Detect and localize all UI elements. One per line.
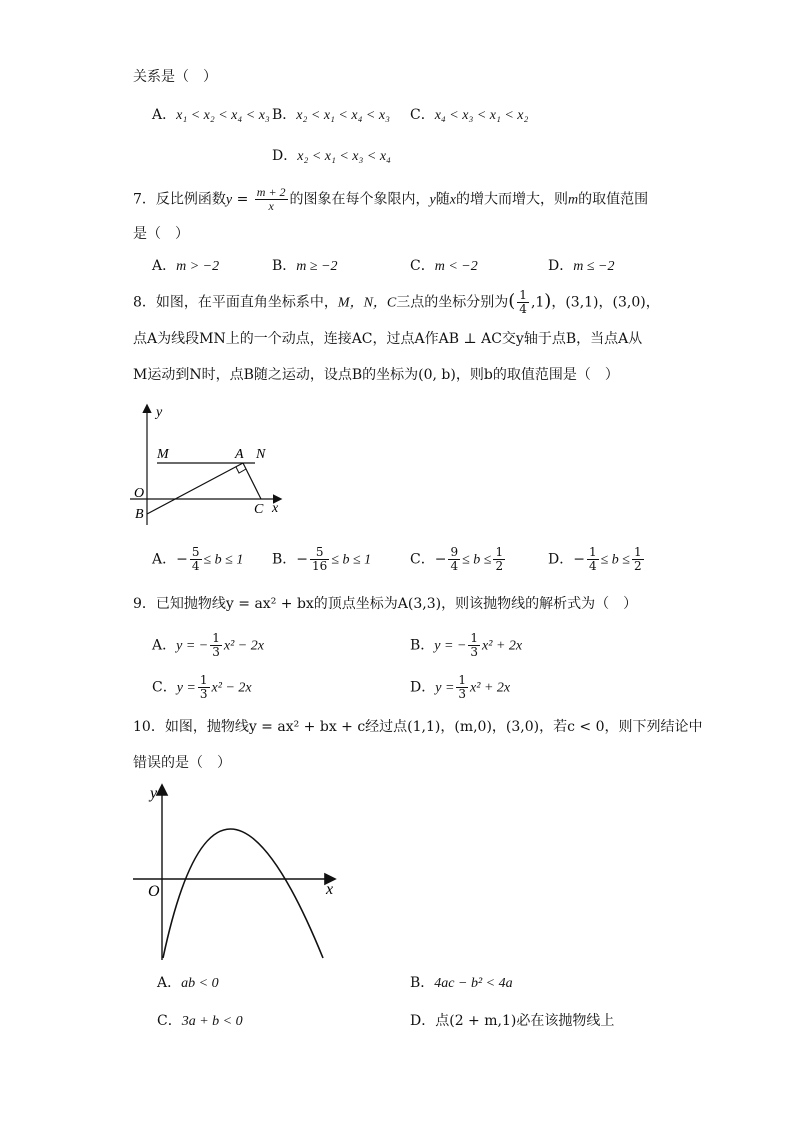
q6-option-a[interactable]: A．x₁ < x₂ < x₄ < x₃ <box>152 107 270 123</box>
q7-stem: 7．反比例函数y = $\frac{m + 2}{x}$ 的图象在每个象限内，y随x的增大而增大，则m的取值范围 <box>133 185 649 213</box>
q8-label-x: x <box>272 501 279 516</box>
q8-stem-line1: 8．如图，在平面直角坐标系中，M，N，C三点的坐标分别为( $\frac{1}{4}$ ,1)，(3,1)，(3,0)， <box>133 288 660 316</box>
q9-option-b[interactable]: B．y = − $\frac{1}{3}$ x² + 2x <box>410 631 523 659</box>
q6-option-b[interactable]: B．x₂ < x₁ < x₄ < x₃ <box>272 107 390 123</box>
q10-figure <box>130 780 345 960</box>
q9-option-c[interactable]: C．y = $\frac{1}{3}$ x² − 2x <box>152 673 252 701</box>
q8-option-c[interactable]: C．− $\frac{9}{4}$ ≤ b ≤ $\frac{1}{2}$ <box>410 545 504 573</box>
q7-fraction: $\frac{m + 2}{x}$ <box>256 185 286 213</box>
q10-option-c[interactable]: C．3a + b < 0 <box>157 1013 243 1029</box>
q8-right-angle-mark <box>236 467 246 473</box>
q9-stem: 9．已知抛物线y = ax² + bx的顶点坐标为A(3,3)，则该抛物线的解析式为（ ） <box>133 596 638 612</box>
q6-option-d[interactable]: D．x₂ < x₁ < x₃ < x₄ <box>272 148 391 164</box>
q8-stem-line3: M运动到N时，点B随之运动，设点B的坐标为(0, b)，则b的取值范围是（ ） <box>133 367 619 383</box>
q10-stem-line2: 错误的是（ ） <box>133 755 231 771</box>
q6-stem-tail: 关系是（ ） <box>133 69 217 85</box>
q7-option-d[interactable]: D．m ≤ −2 <box>548 258 615 274</box>
q8-label-a: A <box>235 447 244 462</box>
q10-option-b[interactable]: B．4ac − b² < 4a <box>410 975 513 991</box>
q10-label-o: O <box>148 883 160 900</box>
q10-stem-line1: 10．如图，抛物线y = ax² + bx + c经过点(1,1)，(m,0)，(3,0)，若c < 0，则下列结论中 <box>133 719 703 735</box>
q6-option-c[interactable]: C．x₄ < x₃ < x₁ < x₂ <box>410 107 529 123</box>
q8-option-b[interactable]: B．− $\frac{5}{16}$ ≤ b ≤ 1 <box>272 545 372 573</box>
q7-stem-line2: 是（ ） <box>133 226 189 242</box>
q8-label-b: B <box>135 507 144 522</box>
q8-label-y: y <box>156 405 163 420</box>
q9-option-a[interactable]: A．y = − $\frac{1}{3}$ x² − 2x <box>152 631 264 659</box>
q8-stem-line2: 点A为线段MN上的一个动点，连接AC，过点A作AB ⊥ AC交y轴于点B，当点A从 <box>133 331 643 347</box>
q8-figure <box>130 400 290 525</box>
q10-label-x: x <box>326 881 334 898</box>
q10-option-d[interactable]: D．点(2 + m,1)必在该抛物线上 <box>410 1013 615 1029</box>
q8-segment-ab <box>147 463 243 514</box>
q8-segment-ac <box>243 463 261 499</box>
q8-label-o: O <box>134 486 145 501</box>
q8-option-a[interactable]: A．− $\frac{5}{4}$ ≤ b ≤ 1 <box>152 545 244 573</box>
q8-option-d[interactable]: D．− $\frac{1}{4}$ ≤ b ≤ $\frac{1}{2}$ <box>548 545 642 573</box>
q10-parabola <box>163 829 323 958</box>
q7-option-b[interactable]: B．m ≥ −2 <box>272 258 338 274</box>
q9-option-d[interactable]: D．y = $\frac{1}{3}$ x² + 2x <box>410 673 511 701</box>
q8-label-c: C <box>254 502 264 517</box>
q7-option-a[interactable]: A．m > −2 <box>152 258 220 274</box>
q7-option-c[interactable]: C．m < −2 <box>410 258 478 274</box>
q8-label-m: M <box>157 447 169 462</box>
q8-label-n: N <box>256 447 266 462</box>
q10-label-y: y <box>150 785 158 802</box>
q10-option-a[interactable]: A．ab < 0 <box>157 975 219 991</box>
